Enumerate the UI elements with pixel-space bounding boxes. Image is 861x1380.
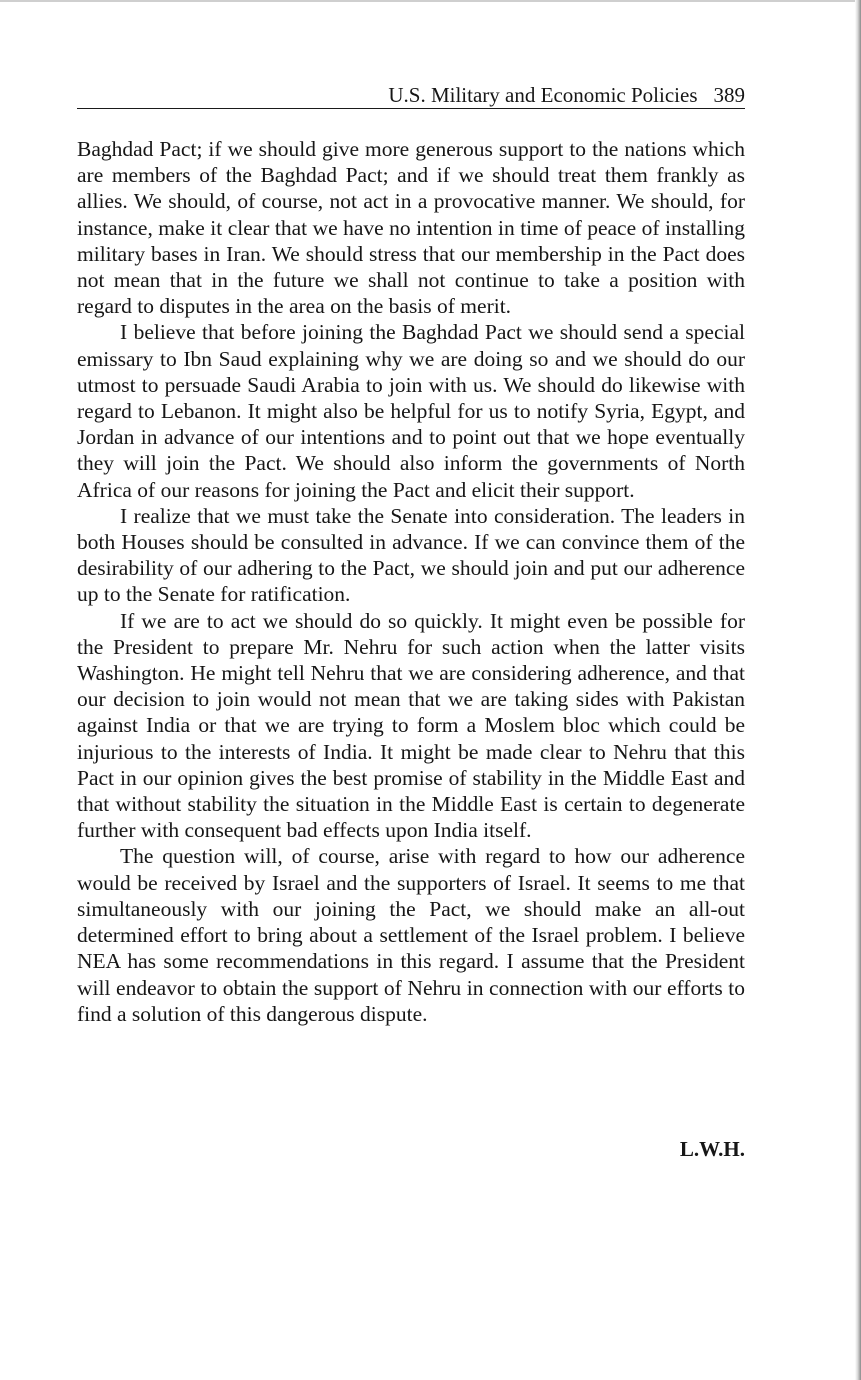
paragraph-3: I realize that we must take the Senate into consideration. The leaders in both Houses should be consulted in advance. If we can convince them of the desirability of our adhering to the Pact, we should join and put our adherence up to the Senate for ratification. [77, 503, 745, 607]
page-number: 389 [713, 83, 745, 107]
paragraph-1: Baghdad Pact; if we should give more generous support to the nations which are members of the Baghdad Pact; and if we should treat them frankly as allies. We should, of course, not act in a provocative manner. We should, for instance, make it clear that we have no intention in time of peace of installing military bases in Iran. We should stress that our membership in the Pact does not mean that in the future we shall not continue to take a position with regard to disputes in the area on the basis of merit. [77, 137, 745, 319]
paragraph-4: If we are to act we should do so quickly. It might even be possible for the President to prepare Mr. Nehru for such action when the latter visits Washington. He might tell Nehru that we are considering adherence, and that our decision to join would not mean that we are taking sides with Pakistan against India or that we are trying to form a Moslem bloc which could be injurious to the interests of India. It might be made clear to Nehru that this Pact in our opinion gives the best promise of stability in the Middle East and that without stability the situation in the Middle East is certain to degenerate further with consequent bad effects upon India itself. [77, 608, 745, 843]
paragraph-5: The question will, of course, arise with regard to how our adherence would be received by Israel and the supporters of Israel. It seems to me that simultaneously with our joining the Pact, we should make an all-out determined effort to bring about a settlement of the Israel problem. I believe NEA has some recommendations in this regard. I assume that the President will endeavor to obtain the support of Nehru in connection with our efforts to find a solution of this dangerous dispute. [77, 844, 745, 1026]
body-text [77, 136, 745, 1027]
paragraph-2: I believe that before joining the Baghdad Pact we should send a special emissary to Ibn Saud explaining why we are doing so and we should do our utmost to persuade Saudi Arabia to join with us. We should do likewise with regard to Lebanon. It might also be helpful for us to notify Syria, Egypt, and Jordan in advance of our intentions and to point out that we hope eventually they will join the Pact. We should also inform the governments of North Africa of our reasons for joining the Pact and elicit their support. [77, 320, 745, 502]
running-head-title: U.S. Military and Economic Policies [388, 83, 698, 107]
signature-initials: L.W.H. [679, 1137, 745, 1161]
page-right-edge [855, 0, 861, 1380]
page-top-edge [0, 0, 861, 2]
running-head [77, 82, 745, 109]
